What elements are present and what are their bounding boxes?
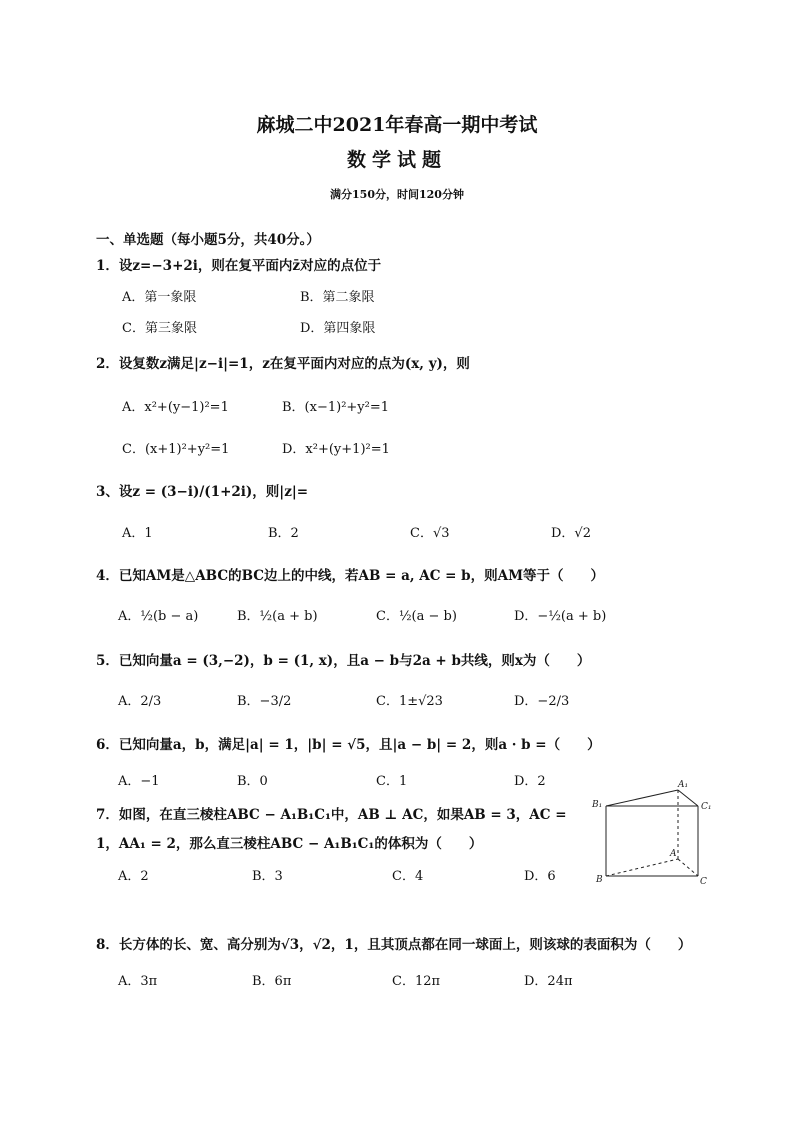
question-2-option-d: D．x²+(y+1)²=1: [282, 442, 390, 457]
question-4-stem: 4．已知AM是△ABC的BC边上的中线，若AB = a, AC = b，则AM等于（ ）: [96, 568, 605, 584]
question-1-stem: 1．设z=−3+2i，则在复平面内z̄对应的点位于: [96, 258, 382, 274]
exam-info: 满分150分，时间120分钟: [330, 188, 464, 201]
label-a1: A₁: [678, 780, 689, 790]
question-3-option-a: A．1: [122, 526, 153, 541]
question-8-option-d: D．24π: [524, 974, 573, 989]
question-3-option-b: B．2: [268, 526, 299, 541]
question-8-stem: 8．长方体的长、宽、高分别为√3，√2，1，且其顶点都在同一球面上，则该球的表面积为（ ）: [96, 937, 692, 953]
question-1-option-c: C．第三象限: [122, 321, 197, 336]
prism-figure: [588, 776, 718, 891]
section-title: 一、单选题（每小题5分，共40分。）: [96, 232, 320, 248]
label-a: A: [670, 849, 677, 859]
question-6-option-d: D．2: [514, 774, 546, 789]
question-6-option-b: B．0: [237, 774, 268, 789]
question-8-option-c: C．12π: [392, 974, 441, 989]
label-b1: B₁: [592, 800, 603, 810]
exam-title: 麻城二中2021年春高一期中考试: [256, 114, 538, 136]
question-4-option-a: A．½(b − a): [118, 609, 199, 624]
question-7-option-c: C．4: [392, 869, 424, 884]
question-7-option-b: B．3: [252, 869, 283, 884]
edge-b1a1: [606, 790, 678, 806]
question-2-option-a: A．x²+(y−1)²=1: [122, 400, 229, 415]
question-7-option-a: A．2: [118, 869, 149, 884]
subject-title: 数学试题: [346, 149, 447, 171]
edge-a1c1: [678, 790, 698, 806]
question-5-option-a: A．2/3: [118, 694, 162, 709]
question-4-option-b: B．½(a + b): [237, 609, 318, 624]
question-5-option-d: D．−2/3: [514, 694, 570, 709]
question-5-option-b: B．−3/2: [237, 694, 292, 709]
question-3-option-d: D．√2: [551, 526, 591, 541]
question-1-option-b: B．第二象限: [300, 290, 375, 305]
label-c1: C₁: [701, 802, 712, 812]
question-6-option-c: C．1: [376, 774, 408, 789]
question-1-option-d: D．第四象限: [300, 321, 376, 336]
question-5-stem: 5．已知向量a = (3,−2)，b = (1, x)，且a − b与2a + b共线，则x为（ ）: [96, 653, 591, 669]
question-1-option-a: A．第一象限: [122, 290, 197, 305]
question-6-option-a: A．−1: [118, 774, 160, 789]
question-4-option-c: C．½(a − b): [376, 609, 457, 624]
question-2-option-b: B．(x−1)²+y²=1: [282, 400, 390, 415]
question-7-stem: 7．如图，在直三棱柱ABC − A₁B₁C₁中，AB ⊥ AC，如果AB = 3，AC = 1，AA₁ = 2，那么直三棱柱ABC − A₁B₁C₁的体积为（ ）: [96, 807, 567, 852]
question-4-option-d: D．−½(a + b): [514, 609, 607, 624]
edge-ac: [678, 859, 698, 876]
question-8-option-a: A．3π: [118, 974, 158, 989]
question-5-option-c: C．1±√23: [376, 694, 443, 709]
question-2-option-c: C．(x+1)²+y²=1: [122, 442, 230, 457]
question-3-stem: 3、设z = (3−i)/(1+2i)，则|z|=: [96, 484, 309, 500]
edge-ab: [606, 859, 678, 876]
question-3-option-c: C．√3: [410, 526, 450, 541]
label-c: C: [700, 877, 707, 887]
label-b: B: [596, 875, 603, 885]
question-6-stem: 6．已知向量a，b，满足|a| = 1，|b| = √5，且|a − b| = 2，则a · b =（ ）: [96, 737, 601, 753]
question-8-option-b: B．6π: [252, 974, 292, 989]
question-7-option-d: D．6: [524, 869, 556, 884]
question-2-stem: 2．设复数z满足|z−i|=1，z在复平面内对应的点为(x, y)，则: [96, 356, 470, 372]
